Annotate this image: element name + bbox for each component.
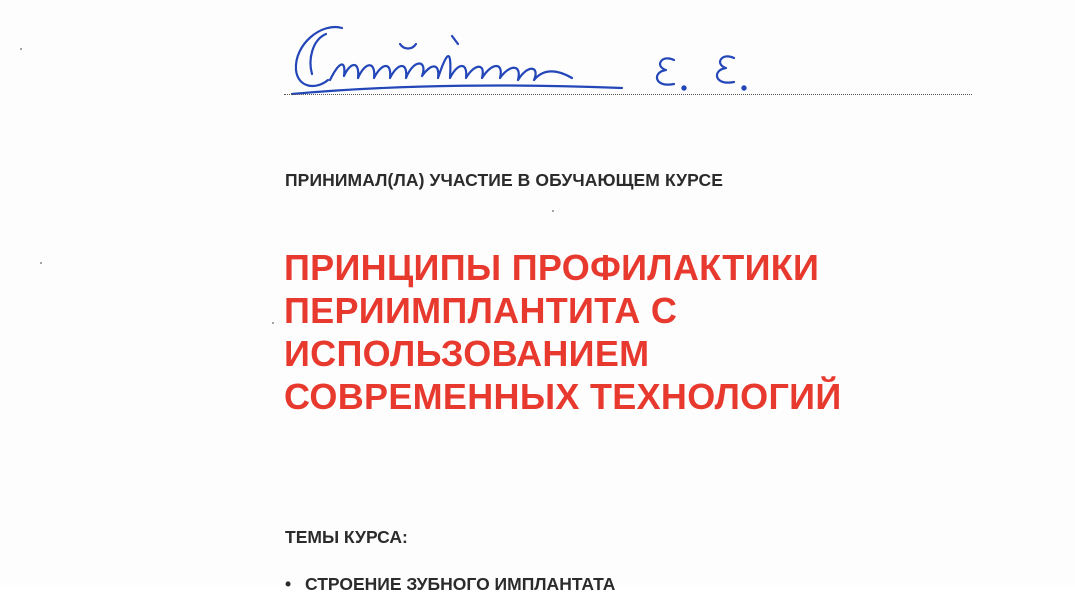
scan-speck [272, 322, 274, 324]
scan-speck [40, 262, 42, 264]
course-title [284, 246, 984, 418]
course-title-line: ПЕРИИМПЛАНТИТА С [284, 290, 678, 331]
handwritten-signature [282, 14, 782, 104]
scan-speck [552, 210, 554, 212]
course-title-line: ИСПОЛЬЗОВАНИЕМ [284, 333, 650, 374]
scan-speck [20, 48, 22, 50]
course-title-line: СОВРЕМЕННЫХ ТЕХНОЛОГИЙ [284, 376, 842, 417]
bullet-icon: • [285, 574, 292, 594]
topic-text: СТРОЕНИЕ ЗУБНОГО ИМПЛАНТАТА [305, 574, 616, 594]
signature-line [284, 94, 972, 95]
participation-text: ПРИНИМАЛ(ЛА) УЧАСТИЕ В ОБУЧАЮЩЕМ КУРСЕ [285, 170, 723, 190]
course-title-line: ПРИНЦИПЫ ПРОФИЛАКТИКИ [284, 247, 820, 288]
topics-heading: ТЕМЫ КУРСА: [285, 527, 408, 547]
